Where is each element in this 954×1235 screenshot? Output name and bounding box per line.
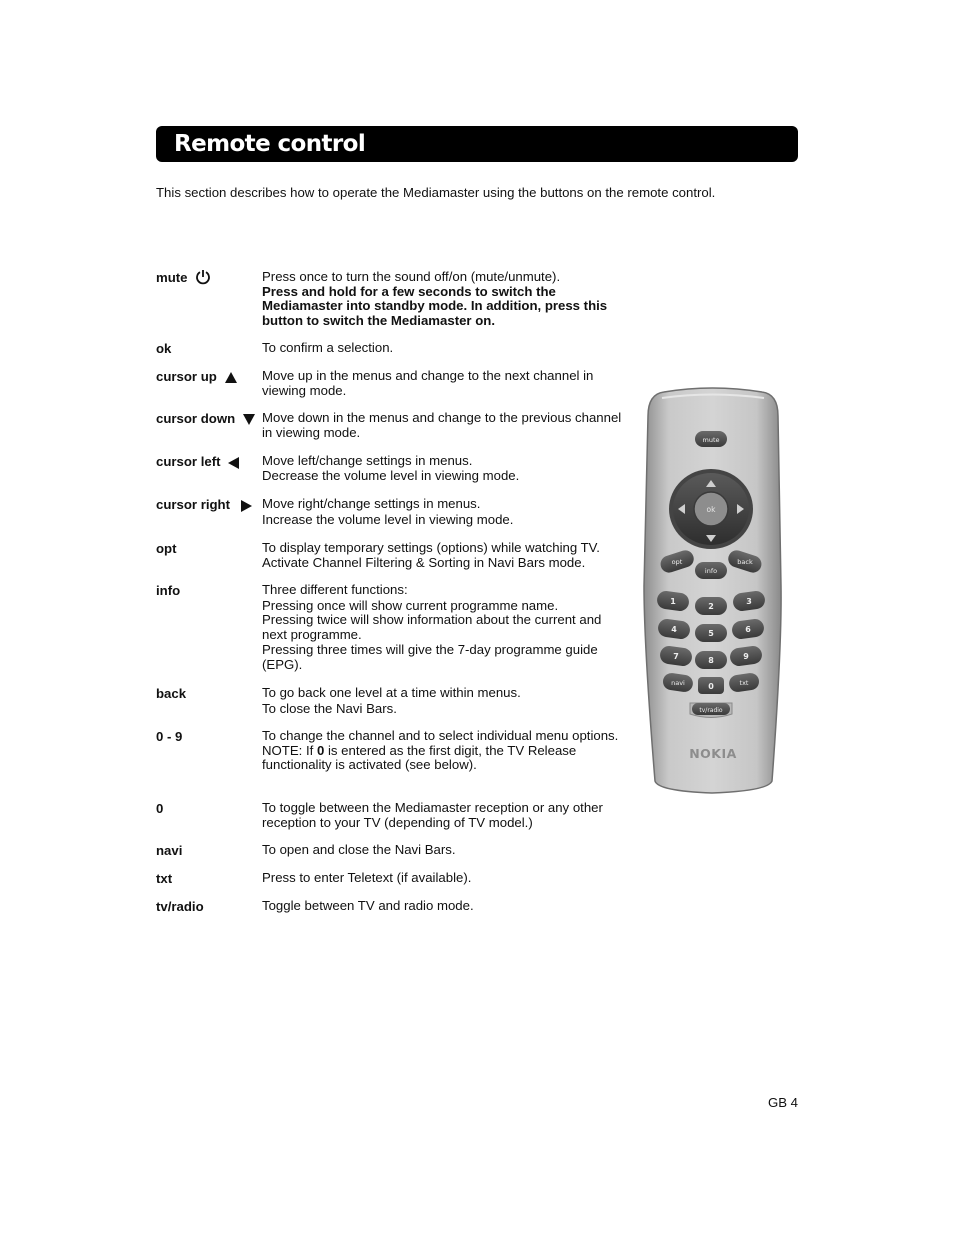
term-ok: ok bbox=[156, 341, 172, 356]
term-cursor-up: cursor up bbox=[156, 369, 237, 384]
arrow-down-icon bbox=[243, 414, 255, 425]
svg-text:tv/radio: tv/radio bbox=[699, 707, 723, 714]
term-zero: 0 bbox=[156, 801, 164, 816]
desc-navi: To open and close the Navi Bars. bbox=[262, 842, 456, 857]
desc-info: Three different functions: Pressing once will show current programme name. Pressing twice will show information about the current and next programme. Pressing three times will give the 7-day programme guide (EPG). bbox=[262, 582, 602, 672]
remote-body bbox=[644, 388, 781, 793]
remote-brand-logo: NOKIA bbox=[689, 746, 737, 761]
desc-back: To go back one level at a time within menus. To close the Navi Bars. bbox=[262, 685, 521, 716]
remote-digit-0 bbox=[698, 677, 724, 694]
svg-text:info: info bbox=[704, 567, 718, 575]
term-info: info bbox=[156, 583, 181, 598]
page-number: GB 4 bbox=[767, 1095, 798, 1110]
svg-text:mute: mute bbox=[702, 436, 720, 444]
svg-text:1: 1 bbox=[670, 597, 676, 606]
term-opt: opt bbox=[156, 541, 177, 556]
desc-ok: To confirm a selection. bbox=[262, 340, 394, 355]
intro-paragraph: This section describes how to operate the Mediamaster using the buttons on the remote control. bbox=[156, 185, 716, 200]
desc-digits: To change the channel and to select individual menu options. NOTE: If 0 is entered as the first digit, the TV Release functionality is activated (see below). bbox=[262, 729, 622, 773]
remote-control-illustration bbox=[640, 386, 785, 796]
remote-info-button bbox=[695, 562, 727, 579]
term-tvradio: tv/radio bbox=[156, 899, 204, 914]
svg-text:4: 4 bbox=[671, 625, 677, 634]
term-cursor-right: cursor right bbox=[156, 497, 252, 512]
desc-txt: Press to enter Teletext (if available). bbox=[262, 870, 472, 885]
term-navi: navi bbox=[156, 843, 183, 858]
power-icon bbox=[195, 269, 211, 285]
remote-digit-2 bbox=[695, 597, 727, 615]
term-txt: txt bbox=[156, 871, 173, 886]
svg-text:ok: ok bbox=[706, 505, 716, 514]
svg-text:5: 5 bbox=[708, 629, 714, 638]
svg-text:back: back bbox=[737, 558, 753, 566]
svg-text:navi: navi bbox=[671, 679, 685, 687]
term-digits: 0 - 9 bbox=[156, 729, 183, 744]
desc-mute: Press once to turn the sound off/on (mute/unmute). Press and hold for a few seconds to switch the Mediamaster into standby mode. In addition, press this button to switch the Mediamaster on. bbox=[262, 269, 608, 328]
svg-text:txt: txt bbox=[739, 679, 749, 687]
desc-tvradio: Toggle between TV and radio mode. bbox=[262, 898, 474, 913]
remote-digit-5 bbox=[695, 624, 727, 642]
svg-text:7: 7 bbox=[673, 652, 679, 661]
svg-text:2: 2 bbox=[708, 602, 714, 611]
desc-opt: To display temporary settings (options) while watching TV. Activate Channel Filtering & Sorting in Navi Bars mode. bbox=[262, 540, 600, 570]
desc-cursor-left: Move left/change settings in menus. Decrease the volume level in viewing mode. bbox=[262, 453, 520, 483]
svg-text:0: 0 bbox=[708, 682, 714, 691]
desc-cursor-up: Move up in the menus and change to the next channel in viewing mode. bbox=[262, 368, 594, 398]
svg-text:3: 3 bbox=[746, 597, 752, 606]
remote-digit-8 bbox=[695, 651, 727, 669]
term-cursor-down: cursor down bbox=[156, 411, 255, 426]
desc-zero: To toggle between the Mediamaster reception or any other reception to your TV (depending of TV model.) bbox=[262, 800, 603, 830]
svg-text:6: 6 bbox=[745, 625, 751, 634]
remote-mute-button bbox=[695, 431, 727, 447]
remote-nav-pad bbox=[669, 469, 753, 549]
note-tv-release: NOTE: If 0 is entered as the first digit, the TV Release functionality is activated (see below). bbox=[262, 742, 577, 773]
arrow-up-icon bbox=[225, 372, 237, 383]
page-title: Remote control bbox=[174, 131, 366, 157]
desc-cursor-right: Move right/change settings in menus. Increase the volume level in viewing mode. bbox=[262, 496, 514, 527]
term-mute: mute bbox=[156, 270, 211, 285]
arrow-right-icon bbox=[241, 500, 252, 512]
desc-cursor-down: Move down in the menus and change to the previous channel in viewing mode. bbox=[262, 410, 622, 440]
arrow-left-icon bbox=[228, 457, 239, 469]
svg-text:8: 8 bbox=[708, 656, 714, 665]
svg-text:9: 9 bbox=[743, 652, 749, 661]
svg-text:opt: opt bbox=[671, 558, 683, 566]
term-cursor-left: cursor left bbox=[156, 454, 239, 469]
term-back: back bbox=[156, 686, 187, 701]
section-title-bar bbox=[156, 126, 798, 162]
remote-tvradio-button bbox=[690, 703, 732, 718]
